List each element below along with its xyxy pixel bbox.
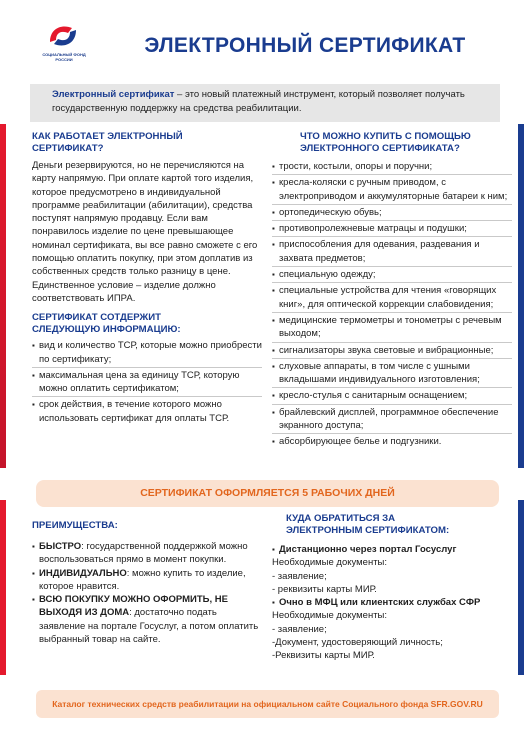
docs-label: Необходимые документы:: [272, 610, 388, 622]
advantages-section: [32, 520, 264, 646]
advantage-title: ВСЮ ПОКУПКУ МОЖНО ОФОРМИТЬ, НЕ ВЫХОДЯ ИЗ ДОМА: [39, 594, 228, 619]
how-heading-1: КАК РАБОТАЕТ ЭЛЕКТРОННЫЙ: [32, 131, 183, 142]
advantage-text: : достаточно подать заявление на портале Госуслуг, а потом оплатить выбранный товар на сайте.: [39, 607, 259, 646]
how-text: Деньги резервируются, но не перечисляются на карту напрямую. При оплате картой того изделия, которое предусмотрено в индивидуальной программе реабилитации (абилитации), средства поступят напрямую продавцу. Если вам понравилось изделие по цене превышающее номинал сертификата, вы все равно сможете с его помощью оплатить покупку, при этом доплатив из собственных средств только разницу в цене. Единственное условие – изделие должно соответствовать ИПРА.: [32, 160, 258, 304]
buy-item: ▪ трости, костыли, опоры и поручни;: [272, 160, 512, 175]
advantage-item: [32, 567, 264, 594]
advantages-heading: ПРЕИМУЩЕСТВА:: [32, 520, 118, 531]
side-bar-red: [0, 124, 6, 468]
advantage-text: : государственной поддержкой можно воспользоваться прямо в момент покупки.: [39, 541, 248, 566]
intro-band: [30, 84, 500, 122]
buy-item: ▪ специальную одежду;: [272, 268, 512, 283]
contains-item: ▪ вид и количество ТСР, которые можно приобрести по сертификату;: [32, 339, 262, 368]
buy-item: ▪ ортопедическую обувь;: [272, 206, 512, 221]
advantage-title: БЫСТРО: [39, 541, 82, 552]
how-it-works-section: [32, 131, 262, 425]
contains-heading-1: СЕРТИФИКАТ СОТДЕРЖИТ: [32, 312, 161, 324]
buy-heading-2: ЭЛЕКТРОННОГО СЕРТИФИКАТА?: [300, 143, 460, 154]
what-to-buy-section: [272, 131, 512, 449]
contains-item: ▪ срок действия, в течение которого можно использовать сертификат для оплаты ТСР.: [32, 398, 262, 425]
online-option-title: Дистанционно через портал Госуслуг: [279, 544, 457, 555]
buy-item: ▪ абсорбирующее белье и подгузники.: [272, 435, 512, 448]
processing-time-band: СЕРТИФИКАТ ОФОРМЛЯЕТСЯ 5 РАБОЧИХ ДНЕЙ: [36, 480, 499, 507]
page-title: ЭЛЕКТРОННЫЙ СЕРТИФИКАТ: [144, 34, 466, 57]
buy-item: ▪ брайлевский дисплей, программное обеспечение экранного доступа;: [272, 406, 512, 435]
how-heading-2: СЕРТИФИКАТ?: [32, 143, 104, 154]
advantage-item: [32, 593, 264, 646]
buy-item: ▪ сигнализаторы звука световые и вибрационные;: [272, 344, 512, 359]
buy-item: ▪ кресло-стулья с санитарным оснащением;: [272, 389, 512, 404]
buy-item: ▪ приспособления для одевания, раздевания и захвата предметов;: [272, 238, 512, 267]
advantage-text: : можно купить то изделие, которое нравится.: [39, 567, 246, 592]
online-doc: - заявление;: [272, 570, 327, 582]
offline-doc: - заявление;: [272, 623, 327, 635]
contains-heading-2: СЛЕДУЮЩУЮ ИНФОРМАЦИЮ:: [32, 324, 181, 336]
side-bar-red-lower: [0, 500, 6, 675]
docs-label: Необходимые документы:: [272, 557, 388, 569]
online-option: [272, 543, 512, 556]
sfr-logo-icon: [46, 22, 80, 50]
buy-heading-1: ЧТО МОЖНО КУПИТЬ С ПОМОЩЬЮ: [300, 131, 471, 142]
offline-doc: -Документ, удостоверяющий личность;: [272, 637, 443, 649]
contains-item: ▪ максимальная цена за единицу ТСР, которую можно оплатить сертификатом;: [32, 369, 262, 398]
side-bar-blue: [518, 124, 524, 468]
buy-item: ▪ специальные устройства для чтения «говорящих книг», для оптической коррекции слабовидения;: [272, 284, 512, 313]
catalog-footer-link[interactable]: Каталог технических средств реабилитации на официальном сайте Социального фонда SFR.GOV.RU: [36, 690, 499, 718]
offline-option: [272, 596, 512, 609]
advantage-item: [32, 540, 264, 567]
buy-item: ▪ медицинские термометры и тонометры с речевым выходом;: [272, 314, 512, 343]
buy-item: ▪ кресла-коляски с ручным приводом, с электроприводом и аккумуляторные батареи к ним;: [272, 176, 512, 205]
intro-text: – это новый платежный инструмент, который позволяет получать государственную поддержку на средства реабилитации.: [52, 89, 465, 114]
offline-doc: -Реквизиты карты МИР.: [272, 650, 375, 662]
sfr-logo: [40, 22, 88, 68]
online-doc: - реквизиты карты МИР.: [272, 583, 377, 595]
advantage-title: ИНДИВИДУАЛЬНО: [39, 567, 127, 579]
intro-bold: Электронный сертификат: [52, 89, 175, 100]
buy-item: ▪ слуховые аппараты, в том числе с ушными вкладышами индивидуального изготовления;: [272, 360, 512, 389]
where-heading-2: ЭЛЕКТРОННЫМ СЕРТИФИКАТОМ:: [286, 525, 450, 536]
header: [0, 0, 524, 78]
where-to-apply-section: [272, 513, 512, 663]
logo-text: СОЦИАЛЬНЫЙ ФОНД РОССИИ: [42, 52, 86, 62]
offline-option-title: Очно в МФЦ или клиентских службах СФР: [279, 597, 481, 609]
side-bar-blue-lower: [518, 500, 524, 675]
where-heading-1: КУДА ОБРАТИТЬСЯ ЗА: [286, 513, 396, 524]
buy-item: ▪ противопролежневые матрацы и подушки;: [272, 222, 512, 237]
